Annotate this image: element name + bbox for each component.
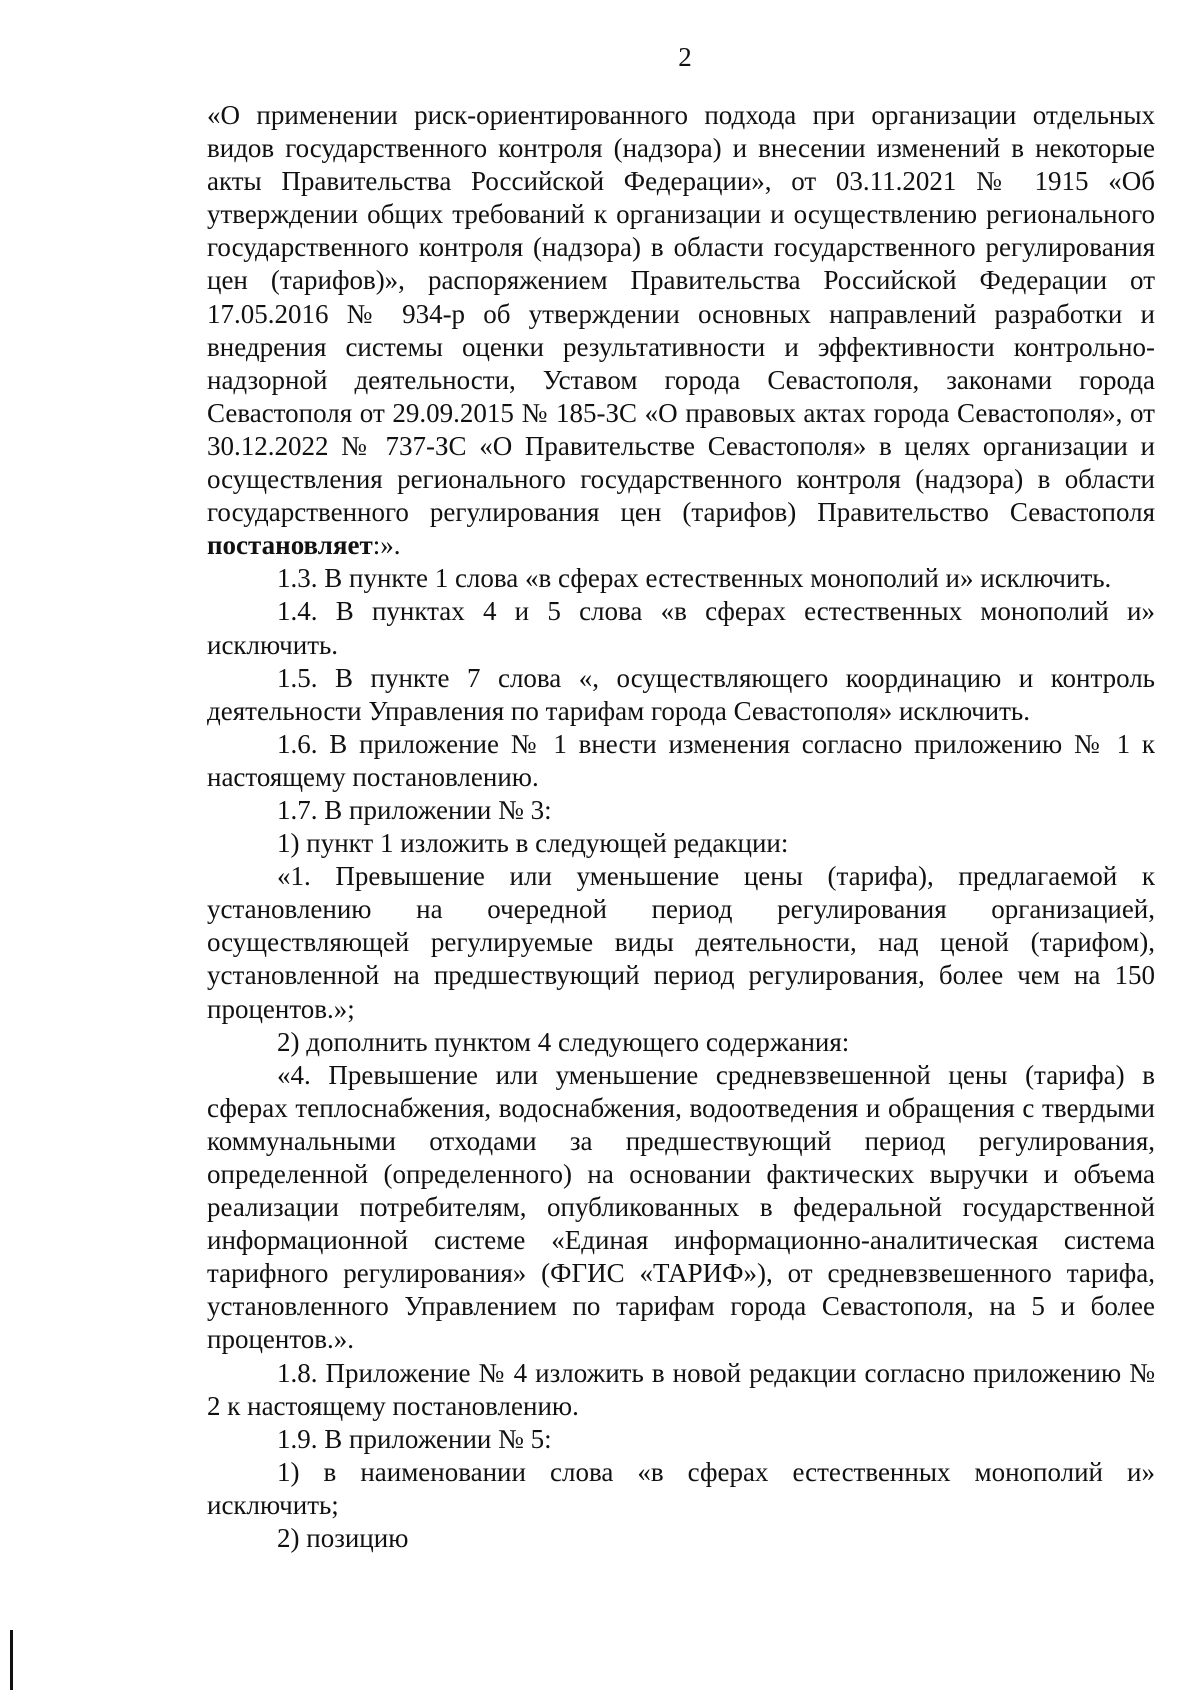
page-number: 2 <box>678 42 692 72</box>
document-body <box>207 99 1155 1555</box>
paragraph-quoted-point-4: «4. Превышение или уменьшение средневзвешенной цены (тарифа) в сферах теплоснабжения, водоснабжения, водоотведения и обращения с твердыми коммунальными отходами за предшествующий период регулирования, определенной (определенного) на основании фактических выручки и объема реализации потребителям, опубликованных в федеральной государственной информационной системе «Единая информационно-аналитическая система тарифного регулирования» (ФГИС «ТАРИФ»), от средневзвешенного тарифа, установленного Управлением по тарифам города Севастополя, на 5 и более процентов.». <box>207 1059 1155 1355</box>
paragraph-tail: :». <box>372 530 401 561</box>
paragraph-1-4: 1.4. В пунктах 4 и 5 слова «в сферах естественных монополий и» исключить. <box>207 596 1155 660</box>
paragraph-1-9-item-1: 1) в наименовании слова «в сферах естественных монополий и» исключить; <box>207 1456 1155 1520</box>
bold-decree-word: постановляет <box>207 530 373 561</box>
paragraph-1-7: 1.7. В приложении № 3: <box>277 794 552 825</box>
paragraph-1-9-item-2: 2) позицию <box>277 1523 409 1554</box>
paragraph-1-6: 1.6. В приложение № 1 внести изменения согласно приложению № 1 к настоящему постановлению. <box>207 728 1155 792</box>
paragraph-1-5: 1.5. В пункте 7 слова «, осуществляющего координацию и контроль деятельности Управления по тарифам города Севастополя» исключить. <box>207 662 1155 726</box>
paragraph-quoted-point-1: «1. Превышение или уменьшение цены (тарифа), предлагаемой к установлению на очередной период регулирования организацией, осуществляющей регулируемые виды деятельности, над ценой (тарифом), установленной на предшествующий период регулирования, более чем на 150 процентов.»; <box>207 861 1155 1024</box>
paragraph-1-7-item-2: 2) дополнить пунктом 4 следующего содержания: <box>277 1026 850 1057</box>
scan-edge-mark <box>10 1630 13 1690</box>
paragraph-1-8: 1.8. Приложение № 4 изложить в новой редакции согласно приложению № 2 к настоящему постановлению. <box>207 1357 1155 1421</box>
paragraph-1-7-item-1: 1) пункт 1 изложить в следующей редакции: <box>277 828 789 859</box>
paragraph-text: «О применении риск-ориентированного подхода при организации отдельных видов государственного контроля (надзора) и внесении изменений в некоторые акты Правительства Российской Федерации», от 03.11.2021 № 1915 «Об утверждении общих требований к организации и осуществлению регионального государственного контроля (надзора) в области государственного регулирования цен (тарифов)», распоряжением Правительства Российской Федерации от 17.05.2016 № 934-р об утверждении основных направлений разработки и внедрения системы оценки результативности и эффективности контрольно-надзорной деятельности, Уставом города Севастополя, законами города Севастополя от 29.09.2015 № 185-ЗС «О правовых актах города Севастополя», от 30.12.2022 № 737-ЗС «О Правительстве Севастополя» в целях организации и осуществления регионального государственного контроля (надзора) в области государственного регулирования цен (тарифов) Правительство Севастополя <box>207 100 1155 528</box>
paragraph-preamble-continuation <box>207 99 1155 562</box>
paragraph-1-3: 1.3. В пункте 1 слова «в сферах естественных монополий и» исключить. <box>277 563 1112 594</box>
paragraph-1-9: 1.9. В приложении № 5: <box>277 1423 552 1454</box>
